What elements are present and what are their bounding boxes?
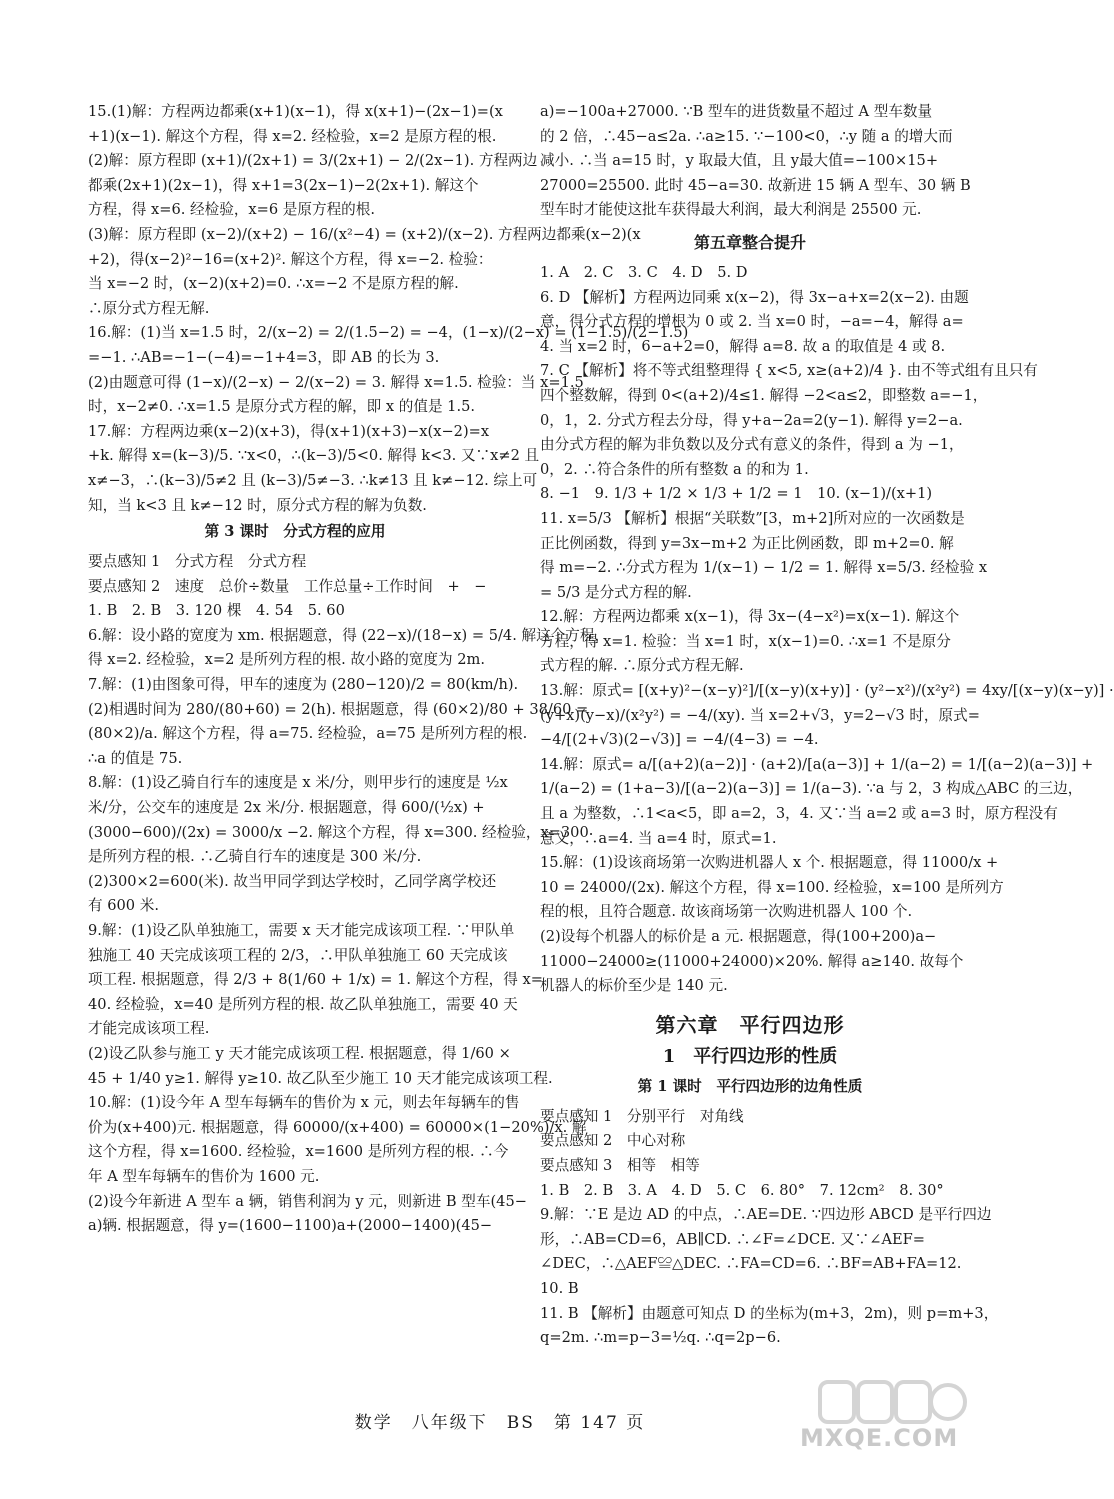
text-line: 四个整数解，得到 0<(a+2)/4≤1. 解得 −2<a≤2，即整数 a=−1，	[540, 386, 988, 404]
text-line: 方程，得 x=1. 检验：当 x=1 时，x(x−1)=0. ∴x=1 不是原分	[540, 632, 951, 650]
text-line: 减小. ∴当 a=15 时，y 取最大值，且 y最大值=−100×15+	[540, 152, 939, 170]
text-line: 项工程. 根据题意，得 2/3 + 8(1/60 + 1/x) = 1. 解这个方程，得 x=	[88, 971, 543, 989]
text-line: 方程，得 x=6. 经检验，x=6 是原方程的根.	[88, 201, 375, 219]
section-heading: 第 1 课时 平行四边形的边角性质	[637, 1077, 863, 1095]
text-line: 9.解：∵E 是边 AD 的中点，∴AE=DE. ∵四边形 ABCD 是平行四边	[540, 1206, 992, 1224]
text-line: a)=−100a+27000. ∵B 型车的进货数量不超过 A 型车数量	[540, 103, 933, 120]
text-line: 知，当 k<3 且 k≠−12 时，原分式方程的解为负数.	[88, 496, 427, 514]
right-column	[540, 100, 1114, 1351]
answer-stamp-watermark-icon	[818, 1378, 968, 1426]
text-line: 1. A 2. C 3. C 4. D 5. D	[540, 263, 748, 281]
text-line: 形，∴AB=CD=6，AB∥CD. ∴∠F=∠DCE. 又∵∠AEF=	[540, 1230, 926, 1248]
text-line: +k. 解得 x=(k−3)/5. ∵x<0，∴(k−3)/5<0. 解得 k<3. 又∵x≠2 且	[88, 447, 540, 465]
text-line: 16.解：(1)当 x=1.5 时，2/(x−2) = 2/(1.5−2) = −4，(1−x)/(2−x) = (1−1.5)/(2−1.5)	[88, 324, 689, 342]
text-line: 由分式方程的解为非负数以及分式有意义的条件，得到 a 为 −1，	[540, 436, 964, 454]
text-line: 程的根，且符合题意. 故该商场第一次购进机器人 100 个.	[540, 903, 913, 921]
text-line: 0，2. ∴符合条件的所有整数 a 的和为 1.	[540, 460, 809, 478]
text-line: 6.解：设小路的宽度为 xm. 根据题意，得 (22−x)/(18−x) = 5/4. 解这个方程，	[88, 626, 610, 644]
section-heading: 第五章整合提升	[693, 232, 806, 252]
text-line: q=2m. ∴m=p−3=½q. ∴q=2p−6.	[540, 1329, 781, 1347]
text-line: 要点感知 2 速度 总价÷数量 工作总量÷工作时间 + −	[88, 577, 487, 595]
text-line: 意，得分式方程的增根为 0 或 2. 当 x=0 时，−a=−4，解得 a=	[540, 313, 964, 331]
text-line: 正比例函数，得到 y=3x−m+2 为正比例函数，即 m+2=0. 解	[540, 534, 954, 552]
text-line: 要点感知 1 分别平行 对角线	[540, 1107, 744, 1125]
text-line: 10.解：(1)设今年 A 型车每辆车的售价为 x 元，则去年每辆车的售	[88, 1094, 520, 1112]
text-line: 年 A 型车每辆车的售价为 1600 元.	[88, 1167, 320, 1185]
text-line: 8.解：(1)设乙骑自行车的速度是 x 米/分，则甲步行的速度是 ½x	[88, 774, 508, 792]
text-line: (y+x)(y−x)/(x²y²) = −4/(xy). 当 x=2+√3，y=2−√3 时，原式=	[540, 706, 980, 724]
text-line: 型车时才能使这批车获得最大利润，最大利润是 25500 元.	[540, 201, 922, 219]
text-line: (2)设每个机器人的标价是 a 元. 根据题意，得(100+200)a−	[540, 928, 937, 945]
text-line: 11000−24000≥(11000+24000)×20%. 解得 a≥140. 故每个	[540, 952, 964, 970]
text-line: 时，x−2≠0. ∴x=1.5 是原分式方程的解，即 x 的值是 1.5.	[88, 398, 476, 416]
text-line: 价为(x+400)元. 根据题意，得 60000/(x+400) = 60000×(1−20%)/x. 解	[88, 1118, 587, 1136]
text-line: 的 2 倍，∴45−a≤2a. ∴a≥15. ∵−100<0，∴y 随 a 的增大而	[540, 127, 953, 145]
text-line: −4/[(2+√3)(2−√3)] = −4/(4−3) = −4.	[540, 731, 819, 749]
text-line: =−1. ∴AB=−1−(−4)=−1+4=3，即 AB 的长为 3.	[88, 348, 440, 366]
text-line: (2)300×2=600(米). 故当甲同学到达学校时，乙同学离学校还	[88, 872, 497, 890]
text-line: 27000=25500. 此时 45−a=30. 故新进 15 辆 A 型车、30 辆 B	[540, 176, 971, 194]
text-line: ∴原分式方程无解.	[88, 299, 210, 317]
text-line: 7. C 【解析】将不等式组整理得 { x<5, x≥(a+2)/4 }. 由不等式组有且只有	[540, 362, 1038, 380]
section-heading: 第 3 课时 分式方程的应用	[204, 523, 386, 541]
text-line: 要点感知 2 中心对称	[540, 1132, 686, 1150]
text-line: 40. 经检验，x=40 是所列方程的根. 故乙队单独施工，需要 40 天	[88, 995, 518, 1013]
section-heading: 第六章 平行四边形	[655, 1012, 845, 1037]
text-line: 要点感知 1 分式方程 分式方程	[88, 553, 307, 571]
text-line: 得 m=−2. ∴分式方程为 1/(x−1) − 1/2 = 1. 解得 x=5/3. 经检验 x	[540, 559, 988, 577]
text-line: 11. x=5/3 【解析】根据“关联数”[3，m+2]所对应的一次函数是	[540, 509, 965, 527]
text-line: 有 600 米.	[88, 897, 159, 915]
text-line: (2)设乙队参与施工 y 天才能完成该项工程. 根据题意，得 1/60 ×	[88, 1044, 511, 1062]
text-line: 1. B 2. B 3. A 4. D 5. C 6. 80° 7. 12cm² 8. 30°	[540, 1181, 944, 1199]
text-line: 0，1，2. 分式方程去分母，得 y+a−2a=2(y−1). 解得 y=2−a.	[540, 411, 963, 429]
text-line: 1. B 2. B 3. 120 棵 4. 54 5. 60	[88, 602, 345, 620]
section-heading: 1 平行四边形的性质	[662, 1045, 838, 1067]
text-line: 机器人的标价至少是 140 元.	[540, 977, 728, 995]
text-line: (2)由题意可得 (1−x)/(2−x) − 2/(x−2) = 3. 解得 x=1.5. 检验：当 x=1.5	[88, 373, 584, 391]
text-line: 才能完成该项工程.	[88, 1020, 210, 1038]
text-line: 9.解：(1)设乙队单独施工，需要 x 天才能完成该项工程. ∵甲队单	[88, 922, 515, 939]
text-line: 17.解：方程两边乘(x−2)(x+3)，得(x+1)(x+3)−x(x−2)=x	[88, 422, 490, 440]
text-line: 式方程的解. ∴原分式方程无解.	[540, 657, 744, 675]
text-line: +1)(x−1). 解这个方程，得 x=2. 经检验，x=2 是原方程的根.	[88, 127, 497, 145]
text-line: 10. B	[540, 1279, 579, 1297]
text-line: 且 a 为整数，∴1<a<5，即 a=2，3，4. 又∵当 a=2 或 a=3 时，原方程没有	[540, 805, 1058, 823]
text-line: 14.解：原式= a/[(a+2)(a−2)] · (a+2)/[a(a−3)] + 1/(a−2) = 1/[(a−2)(a−3)] +	[540, 755, 1094, 773]
text-line: 6. D 【解析】方程两边同乘 x(x−2)，得 3x−a+x=2(x−2). 由题	[540, 288, 969, 306]
text-line: 这个方程，得 x=1600. 经检验，x=1600 是所列方程的根. ∴今	[88, 1143, 509, 1161]
text-line: 都乘(2x+1)(2x−1)，得 x+1=3(2x−1)−2(2x+1). 解这个	[88, 176, 479, 194]
text-line: 4. 当 x=2 时，6−a+2=0，解得 a=8. 故 a 的取值是 4 或 8.	[540, 337, 946, 355]
text-line: 意义，∴a=4. 当 a=4 时，原式=1.	[540, 829, 777, 847]
text-line: (80×2)/a. 解这个方程，得 a=75. 经检验，a=75 是所列方程的根.	[88, 725, 528, 743]
text-line: (2)相遇时间为 280/(80+60) = 2(h). 根据题意，得 (60×2)/80 + 38/60 =	[88, 700, 589, 718]
text-line: a)辆. 根据题意，得 y=(1600−1100)a+(2000−1400)(45−	[88, 1217, 493, 1235]
text-line: 11. B 【解析】由题意可知点 D 的坐标为(m+3，2m)，则 p=m+3，	[540, 1304, 999, 1322]
text-line: 要点感知 3 相等 相等	[540, 1156, 700, 1174]
text-line: 13.解：原式= [(x+y)²−(x−y)²]/[(x−y)(x+y)] · (y²−x²)/(x²y²) = 4xy/[(x−y)(x−y)] ·	[540, 682, 1114, 700]
text-line: 得 x=2. 经检验，x=2 是所列方程的根. 故小路的宽度为 2m.	[88, 651, 486, 669]
text-line: 1/(a−2) = (1+a−3)/[(a−2)(a−3)] = 1/(a−3). ∵a 与 2，3 构成△ABC 的三边，	[540, 780, 1083, 798]
text-line: 15.(1)解：方程两边都乘(x+1)(x−1)，得 x(x+1)−(2x−1)=(x	[88, 103, 503, 120]
site-watermark: MXQE.COM	[800, 1424, 959, 1452]
text-line: (3)解：原方程即 (x−2)/(x+2) − 16/(x²−4) = (x+2)/(x−2). 方程两边都乘(x−2)(x	[88, 225, 641, 243]
text-line: 10 = 24000/(2x). 解这个方程，得 x=100. 经检验，x=100 是所列方	[540, 878, 1004, 896]
text-line: 15.解：(1)设该商场第一次购进机器人 x 个. 根据题意，得 11000/x +	[540, 854, 999, 872]
text-line: 12.解：方程两边都乘 x(x−1)，得 3x−(4−x²)=x(x−1). 解这个	[540, 608, 960, 626]
text-line: x≠−3，∴(k−3)/5≠2 且 (k−3)/5≠−3. ∴k≠13 且 k≠−12. 综上可	[88, 471, 538, 489]
text-line: 8. −1 9. 1/3 + 1/2 × 1/3 + 1/2 = 1 10. (x−1)/(x+1)	[540, 485, 933, 503]
text-line: (2)解：原方程即 (x+1)/(2x+1) = 3/(2x+1) − 2/(2x−1). 方程两边	[88, 152, 538, 170]
text-line: 45 + 1/40 y≥1. 解得 y≥10. 故乙队至少施工 10 天才能完成该项工程.	[88, 1069, 553, 1087]
text-line: 是所列方程的根. ∴乙骑自行车的速度是 300 米/分.	[88, 848, 422, 866]
text-line: 独施工 40 天完成该项工程的 2/3，∴甲队单独施工 60 天完成该	[88, 946, 508, 964]
text-line: (2)设今年新进 A 型车 a 辆，销售利润为 y 元，则新进 B 型车(45−	[88, 1192, 527, 1210]
text-line: +2)，得(x−2)²−16=(x+2)². 解这个方程，得 x=−2. 检验：	[88, 250, 493, 268]
page-footer: 数学 八年级下 BS 第 147 页	[354, 1413, 646, 1433]
text-line: 当 x=−2 时，(x−2)(x+2)=0. ∴x=−2 不是原方程的解.	[88, 275, 459, 293]
text-line: 米/分，公交车的速度是 2x 米/分. 根据题意，得 600/(½x) +	[88, 799, 485, 817]
text-line: = 5/3 是分式方程的解.	[540, 583, 692, 601]
text-line: ∴a 的值是 75.	[88, 749, 183, 767]
text-line: 7.解：(1)由图象可得，甲车的速度为 (280−120)/2 = 80(km/h).	[88, 676, 519, 694]
text-line: ∠DEC，∴△AEF≌△DEC. ∴FA=CD=6. ∴BF=AB+FA=12.	[540, 1255, 962, 1273]
text-line: (3000−600)/(2x) = 3000/x −2. 解这个方程，得 x=300. 经检验，x=300	[88, 823, 589, 841]
